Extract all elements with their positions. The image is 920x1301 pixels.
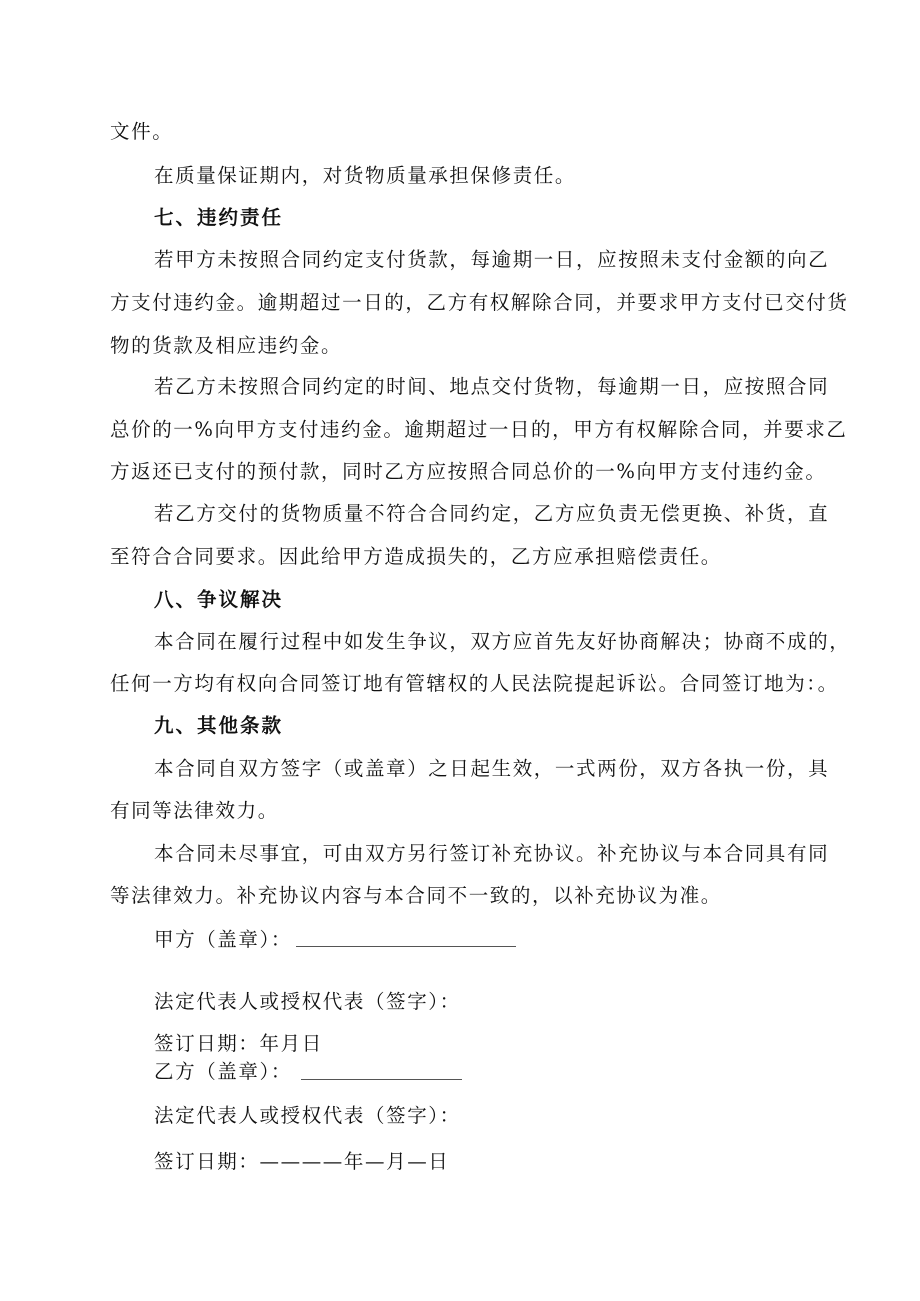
body-text-line: 本合同未尽事宜，可由双方另行签订补充协议。补充协议与本合同具有同 [154,842,830,865]
body-text-line: 总价的一%向甲方支付违约金。逾期超过一日的，甲方有权解除合同，并要求乙 [110,418,848,441]
body-text-line: 等法律效力。补充协议内容与本合同不一致的，以补充协议为准。 [110,884,722,907]
section-heading: 七、违约责任 [154,206,284,229]
body-text-line: 文件。 [110,120,174,143]
party-a-date-label: 签订日期：年月日 [154,1032,323,1055]
body-text-line: 在质量保证期内，对货物质量承担保修责任。 [154,164,577,187]
body-text-line: 有同等法律效力。 [110,799,279,822]
body-text-line: 物的货款及相应违约金。 [110,334,343,357]
body-text-line: 本合同自双方签字（或盖章）之日起生效，一式两份，双方各执一份，具 [154,757,830,780]
body-text-line: 本合同在履行过程中如发生争议，双方应首先友好协商解决；协商不成的， [154,630,851,653]
party-a-representative-label: 法定代表人或授权代表（签字）： [154,990,461,1013]
body-text-line: 若甲方未按照合同约定支付货款，每逾期一日，应按照未支付金额的向乙 [154,248,830,271]
body-text-line: 若乙方交付的货物质量不符合合同约定，乙方应负责无偿更换、补货，直 [154,502,830,525]
body-text-line: 方支付违约金。逾期超过一日的，乙方有权解除合同，并要求甲方支付已交付货 [110,291,849,314]
body-text-line: 方返还已支付的预付款，同时乙方应按照合同总价的一%向甲方支付违约金。 [110,460,827,483]
party-a-seal-label: 甲方（盖章）： [154,928,292,951]
section-heading: 九、其他条款 [154,714,284,737]
party-b-representative-label: 法定代表人或授权代表（签字）： [154,1104,461,1127]
party-b-signature-line [301,1079,462,1080]
party-b-date-label: 签订日期：————年—月—日 [154,1150,450,1173]
body-text-line: 至符合合同要求。因此给甲方造成损失的，乙方应承担赔偿责任。 [110,545,722,568]
body-text-line: 任何一方均有权向合同签订地有管辖权的人民法院提起诉讼。合同签订地为：。 [110,672,839,695]
section-heading: 八、争议解决 [154,588,284,611]
body-text-line: 若乙方未按照合同约定的时间、地点交付货物，每逾期一日，应按照合同 [154,375,830,398]
party-a-signature-line [296,946,516,947]
party-b-seal-label: 乙方（盖章）： [154,1060,292,1083]
